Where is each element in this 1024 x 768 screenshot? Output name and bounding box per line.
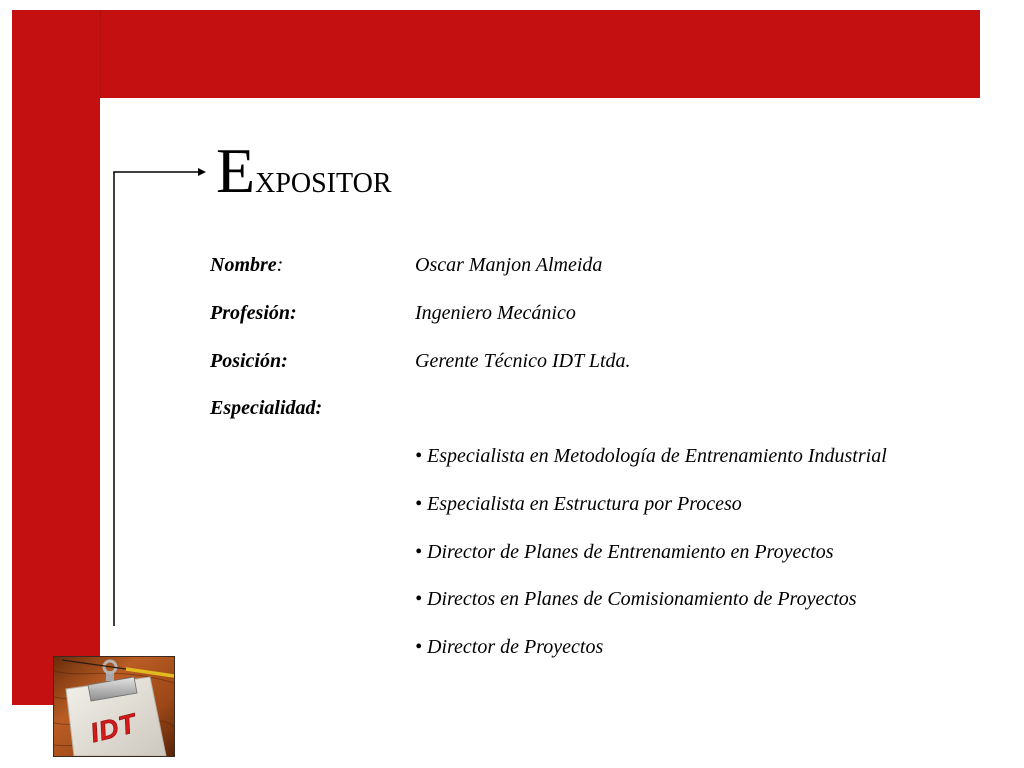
profession-label: Profesión: <box>210 301 297 324</box>
position-row <box>210 349 930 397</box>
band-seam <box>100 10 101 98</box>
position-value: Gerente Técnico IDT Ltda. <box>415 349 631 372</box>
idt-clipboard-logo <box>53 656 175 757</box>
profession-row <box>210 301 930 349</box>
specialty-list <box>210 444 930 683</box>
name-label-colon: : <box>276 254 284 276</box>
arrowhead-icon <box>198 168 206 176</box>
profile-details <box>210 253 930 683</box>
slide-title-rest: XPOSITOR <box>255 168 392 199</box>
logo-lettering: IDT <box>87 707 140 749</box>
sidebar-red-band <box>12 10 100 705</box>
specialty-list-item: • Director de Proyectos <box>415 636 604 658</box>
name-row <box>210 253 930 301</box>
position-label: Posición: <box>210 349 288 372</box>
specialty-list-item: • Especialista en Metodología de Entrenamiento Industrial <box>415 445 887 467</box>
specialty-label: Especialidad: <box>210 397 323 420</box>
name-label-text: Nombre <box>210 254 277 276</box>
name-label <box>210 253 415 301</box>
slide-title <box>216 135 392 206</box>
right-arrow-connector-icon <box>110 165 210 630</box>
logo-artwork <box>54 657 174 756</box>
profession-value: Ingeniero Mecánico <box>415 301 576 324</box>
specialty-list-item: • Directos en Planes de Comisionamiento de Proyectos <box>415 588 857 611</box>
name-value: Oscar Manjon Almeida <box>415 254 603 276</box>
specialty-list-item: • Director de Planes de Entrenamiento en Proyectos <box>415 540 834 563</box>
specialty-row <box>210 396 930 444</box>
specialty-list-item: • Especialista en Estructura por Proceso <box>415 492 742 515</box>
slide-title-initial: E <box>216 135 256 206</box>
header-red-band <box>12 10 980 98</box>
